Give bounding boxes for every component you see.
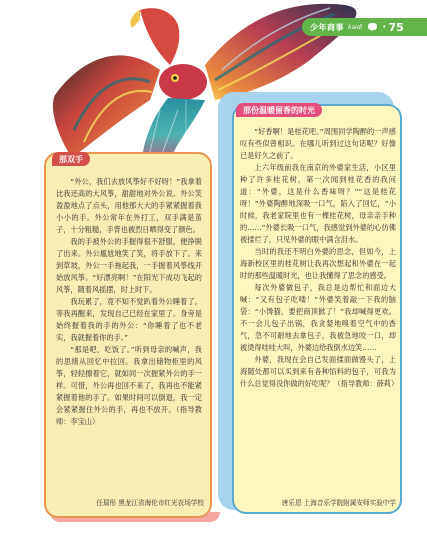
left-paragraph: “那是吧，吃饭了。”听到母亲的喊声，我的思绪从回忆中拉回。我拿出储物柜里的风筝，轻轻擦着它，就如同一次握紧外公的手一样。可惜，外公再也回不来了，我再也不能紧紧握着他的手了。如果时间可以倒退，我一定会紧紧握住外公的手，再也不放开。（指导教师：李宝山） <box>56 345 202 426</box>
kite-head <box>140 8 179 65</box>
left-article-title: 那双手 <box>52 152 90 166</box>
right-paragraph: “好香啊！是桂花吧。”周围同学陶醉的一声感叹有些似曾相识。在哪儿听到过这句话呢？好像已是好久之前了。 <box>240 127 396 160</box>
kite-body <box>159 64 207 100</box>
right-article-body <box>240 126 399 390</box>
left-paragraph: 我的手被外公的手握得很不舒服，便挣脱了出来。外公尴尬地笑了笑，将手放下了。来到草坡，外公一手拖起我，一手握着风筝线开始放风筝。“好漂亮啊！”在阳光下成功飞起的风筝，随着风摇摆，时上时下。 <box>56 237 202 294</box>
separator-dot: • <box>382 23 387 31</box>
right-paragraph: 外婆，我现在会自己发面揉面做馒头了，上海随处都可以买到来有各种馅料的包子，可我为什么总觉得没你做的好吃呢？（指导教师：薛莉） <box>240 355 399 388</box>
page-number: 75 <box>388 20 404 34</box>
magazine-name: 少年商事 <box>310 22 344 32</box>
chat-bubble-icon <box>368 23 378 31</box>
right-paragraph: 上六年级前我在南京的外婆家生活，小区里种了许多桂花树，第一次闻到桂花香的我问道：“外婆，这是什么香味呀？”“这是桂花呀！”外婆陶醉地深吸一口气，陷入了回忆，“小时候，我老家院里也有一棵桂花树，母亲亲手种的……”外婆长吸一口气，我感觉到外婆的心仿佛被揉烂了，只见外婆的眼中满含泪水。 <box>240 163 396 244</box>
left-paragraph: “外公，我们去放风筝好不好呀！”我拿着比我还高的大风筝，甜甜地对外公说。外公笑盈盈地点了点头，用他那大大的手紧紧握着我小小的手。外公常年在外打工，双手满是茧子，十分粗糙，手背也被烈日晒得变了颜色。 <box>56 177 202 234</box>
right-article-title: 那份温暖留香的时光 <box>236 103 322 117</box>
left-paragraph: 我玩累了，竟不知不觉趴着外公睡着了。等我再醒来，发现自己已经在家里了。身旁是始终握着我的手的外公：“你睡着了也不老实，我就握着你的手。” <box>56 297 202 342</box>
left-article-body <box>56 176 202 428</box>
right-article-author: 唐乐恩 上海音乐学院附属安师实验中学 <box>281 499 396 507</box>
magazine-tagline: kaidi <box>348 23 363 31</box>
page-header <box>302 18 427 36</box>
right-paragraph: 每次外婆做包子，我总是边帮忙和面边大喊：“又有包子吃喽！”外婆笑着敲一下我的脑袋：“小馋猫，要把商顶掀了！”我却喊得更欢。不一会儿包子出锅，我贪婪地嗅着空气中的香气，急不可耐地去拿包子，我被急地咬一口，却被烫得哇哇大叫，外婆边给我倒水边笑…… <box>240 283 396 352</box>
left-article-author: 任瑞彤 黑龙江省海伦市红光农场学校 <box>96 499 204 507</box>
right-paragraph: 当时的我还不明白外婆的思念，但如今，上海新校区里的桂花树让我再次想起和外婆在一起时的那些温暖时光，也让我懂得了思念的感受。 <box>240 247 396 280</box>
